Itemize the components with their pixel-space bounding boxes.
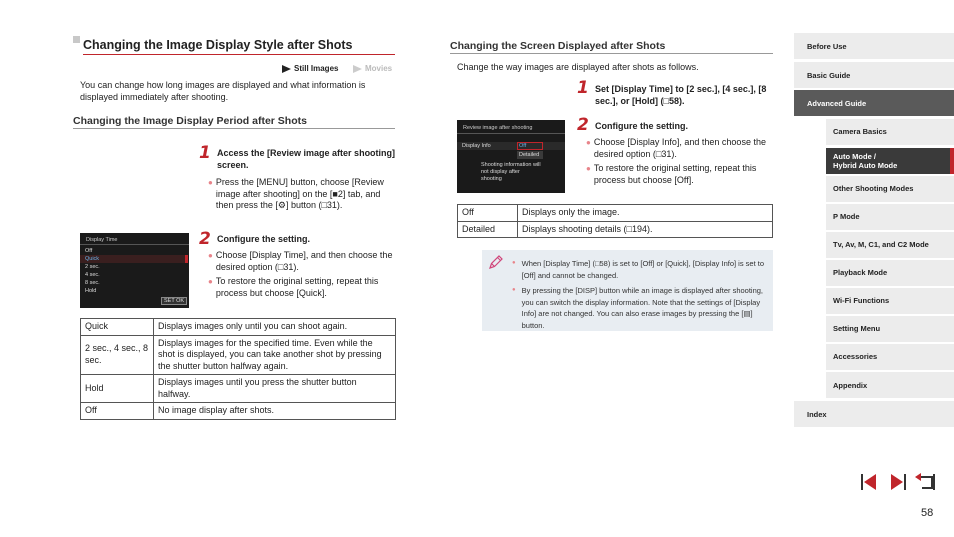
divider bbox=[457, 133, 565, 134]
list-item: ● To restore the original setting, repeat this process but choose [Off]. bbox=[586, 163, 757, 185]
note-box bbox=[482, 250, 773, 331]
bullet-icon: ● bbox=[208, 251, 213, 260]
title-underline bbox=[83, 54, 395, 55]
table-row bbox=[458, 205, 773, 222]
prev-page-icon[interactable] bbox=[860, 473, 880, 493]
movies-label: Movies bbox=[365, 64, 393, 73]
still-images-label: Still Images bbox=[294, 64, 339, 73]
nav-before-use[interactable]: Before Use bbox=[794, 33, 954, 59]
list-item: ● Choose [Display Time], and then choose the desired option (□31). bbox=[208, 250, 393, 272]
table-cell: Displays images until you press the shutter button halfway. bbox=[154, 375, 396, 403]
step-bullets bbox=[208, 177, 396, 215]
table-cell: Displays images for the specified time. Even while the shot is displayed, you can take another shot by pressing the shutter button halfway again. bbox=[154, 335, 396, 375]
nav-auto-mode[interactable]: Auto Mode / Hybrid Auto Mode bbox=[826, 148, 954, 174]
section-rule bbox=[450, 53, 773, 54]
bullet-icon: ● bbox=[512, 287, 516, 293]
step-number: 2 bbox=[199, 229, 211, 249]
step-title: Configure the setting. bbox=[595, 121, 688, 131]
return-icon[interactable] bbox=[914, 473, 936, 493]
table-cell: Off bbox=[458, 205, 518, 222]
option: Off bbox=[85, 248, 93, 254]
display-time-table bbox=[80, 318, 396, 420]
nav-setting-menu[interactable]: Setting Menu bbox=[826, 316, 954, 342]
nav-playback-mode[interactable]: Playback Mode bbox=[826, 260, 954, 286]
table-row bbox=[81, 403, 396, 420]
bullet-icon: ● bbox=[512, 260, 516, 266]
list-item: ● Press the [MENU] button, choose [Review image after shooting] on the [■2] tab, and then press the [⚙] button (□31). bbox=[208, 177, 384, 210]
set-ok-badge: SET OK bbox=[161, 297, 187, 305]
page-number: 58 bbox=[921, 507, 934, 519]
step-number: 1 bbox=[577, 78, 589, 98]
step-title: Set [Display Time] to [2 sec.], [4 sec.], [8 sec.], or [Hold] (□58). bbox=[595, 84, 767, 106]
list-item: ● When [Display Time] (□58) is set to [Off] or [Quick], [Display Info] is set to [Off] and cannot be changed. bbox=[512, 259, 765, 280]
bullet-icon: ● bbox=[586, 138, 591, 147]
play-arrow-icon bbox=[353, 65, 362, 73]
nav-appendix[interactable]: Appendix bbox=[826, 372, 954, 398]
table-cell: Displays only the image. bbox=[518, 205, 773, 222]
screen-title: Review image after shooting bbox=[463, 125, 533, 131]
step-number: 1 bbox=[199, 143, 211, 163]
table-cell: 2 sec., 4 sec., 8 sec. bbox=[81, 335, 154, 375]
note-list bbox=[512, 258, 764, 331]
option: 4 sec. bbox=[85, 272, 100, 278]
page-navigation bbox=[860, 473, 936, 493]
table-cell: Detailed bbox=[458, 221, 518, 238]
nav-advanced-guide[interactable]: Advanced Guide bbox=[794, 90, 954, 116]
movies-tab[interactable] bbox=[353, 64, 392, 73]
table-row bbox=[81, 319, 396, 336]
bullet-icon: ● bbox=[208, 178, 213, 187]
option-selected: Quick bbox=[85, 256, 100, 262]
camera-screen bbox=[457, 120, 565, 193]
step-bullets bbox=[208, 250, 396, 302]
table-cell: Displays images only until you can shoot again. bbox=[154, 319, 396, 336]
table-row bbox=[81, 335, 396, 375]
bullet-icon: ● bbox=[586, 164, 591, 173]
play-arrow-icon bbox=[282, 65, 291, 73]
nav-p-mode[interactable]: P Mode bbox=[826, 204, 954, 230]
nav-accessories[interactable]: Accessories bbox=[826, 344, 954, 370]
list-item: ● By pressing the [DISP] button while an image is displayed after shooting, you can switch the display information. Note that the settings of [Display Info] are not changed. You can also erase images by pressing the [▤] button. bbox=[512, 286, 764, 330]
table-cell: Off bbox=[81, 403, 154, 420]
table-row bbox=[458, 221, 773, 238]
nav-camera-basics[interactable]: Camera Basics bbox=[826, 119, 954, 145]
option: Detailed bbox=[519, 152, 540, 158]
nav-index[interactable]: Index bbox=[794, 401, 954, 427]
table-cell: Quick bbox=[81, 319, 154, 336]
nav-basic-guide[interactable]: Basic Guide bbox=[794, 62, 954, 88]
section-heading: Changing the Image Display Period after Shots bbox=[73, 115, 307, 127]
intro-paragraph: Change the way images are displayed after shots as follows. bbox=[457, 62, 699, 72]
nav-tv-av-m-mode[interactable]: Tv, Av, M, C1, and C2 Mode bbox=[826, 232, 954, 258]
pencil-note-icon bbox=[488, 254, 504, 272]
step-title: Access the [Review image after shooting] screen. bbox=[217, 148, 396, 170]
option: 8 sec. bbox=[85, 280, 100, 286]
option-selected: Off bbox=[519, 143, 527, 149]
display-info-table bbox=[457, 204, 773, 238]
step-title: Configure the setting. bbox=[217, 234, 310, 244]
table-cell: Hold bbox=[81, 375, 154, 403]
camera-screen bbox=[80, 233, 189, 308]
section-marker-icon bbox=[73, 36, 80, 43]
divider bbox=[80, 244, 189, 245]
step-bullets bbox=[586, 137, 774, 189]
list-item: ● To restore the original setting, repeat this process but choose [Quick]. bbox=[208, 276, 379, 298]
table-row bbox=[81, 375, 396, 403]
still-images-tab[interactable] bbox=[282, 64, 338, 73]
bullet-icon: ● bbox=[208, 277, 213, 286]
next-page-icon[interactable] bbox=[887, 473, 907, 493]
screen-caption: Shooting information will not display after shooting bbox=[481, 162, 541, 182]
option: Hold bbox=[85, 288, 97, 294]
table-cell: No image display after shots. bbox=[154, 403, 396, 420]
nav-other-shooting-modes[interactable]: Other Shooting Modes bbox=[826, 176, 954, 202]
page-title: Changing the Image Display Style after Shots bbox=[83, 38, 353, 52]
option: 2 sec. bbox=[85, 264, 100, 270]
screen-title: Display Time bbox=[86, 237, 118, 243]
section-heading: Changing the Screen Displayed after Shots bbox=[450, 40, 666, 52]
section-rule bbox=[73, 128, 395, 129]
nav-wifi-functions[interactable]: Wi-Fi Functions bbox=[826, 288, 954, 314]
step-number: 2 bbox=[577, 115, 589, 135]
table-cell: Displays shooting details (□194). bbox=[518, 221, 773, 238]
list-item: ● Choose [Display Info], and then choose the desired option (□31). bbox=[586, 137, 766, 159]
setting-label: Display Info bbox=[462, 143, 491, 149]
intro-paragraph: You can change how long images are displayed and what information is displayed immediately after shooting. bbox=[80, 80, 366, 102]
